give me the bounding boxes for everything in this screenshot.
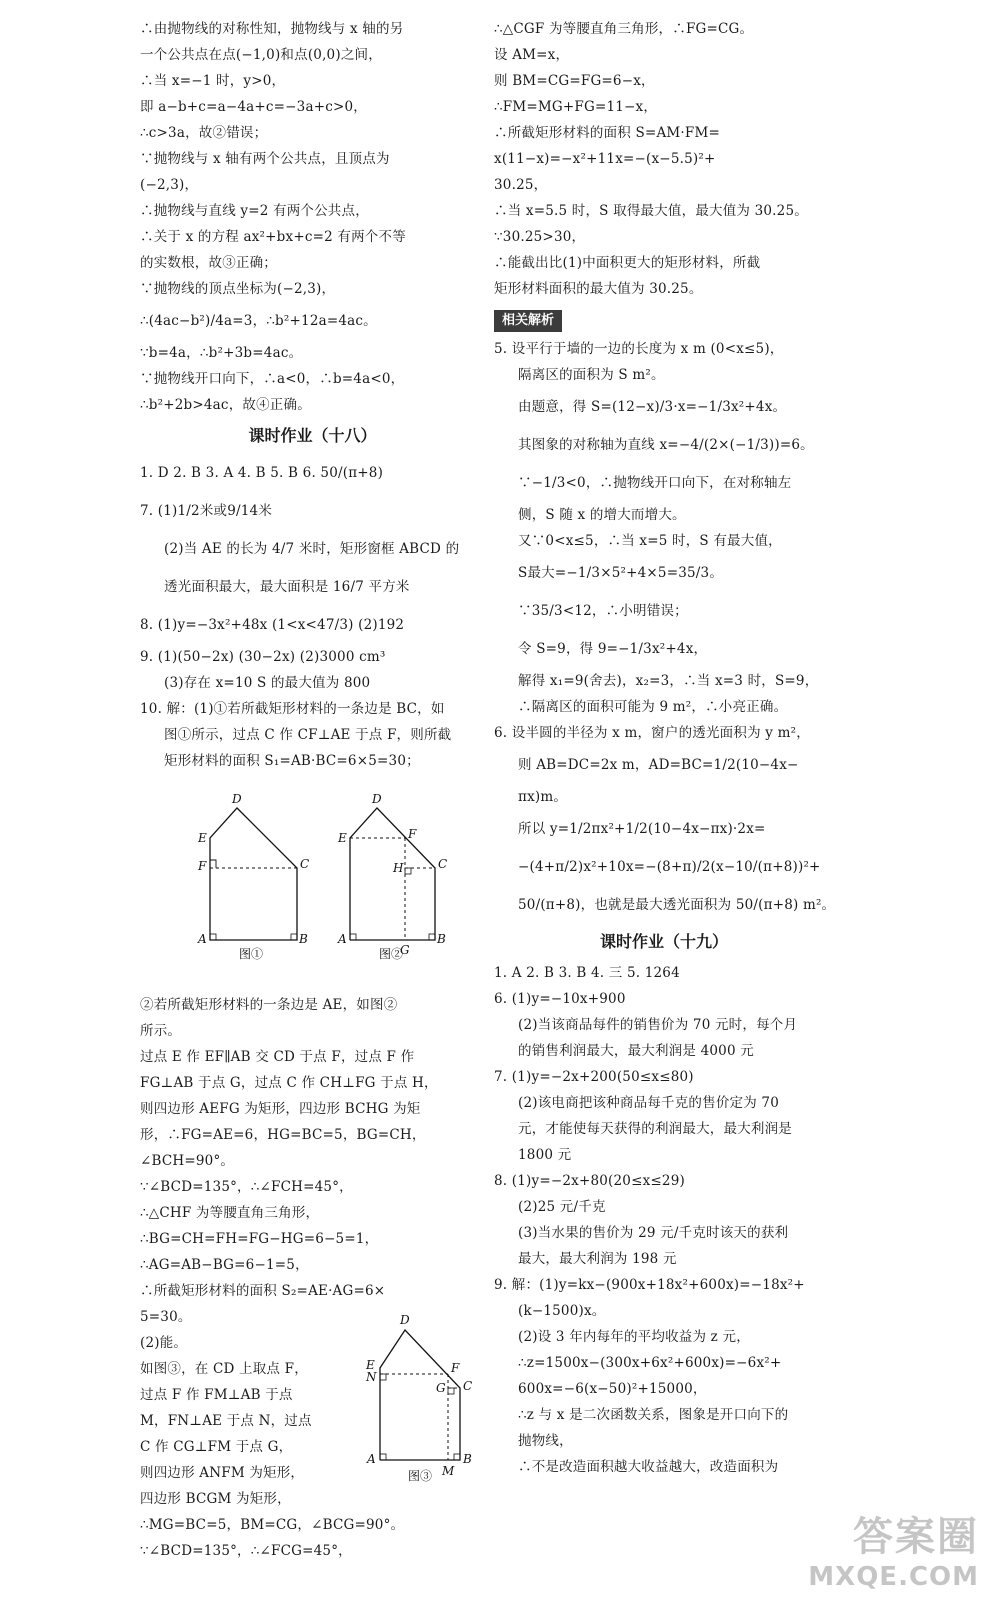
text-line: 1. D 2. B 3. A 4. B 5. B 6. 50/(π+8): [140, 465, 384, 481]
text-line: (2)该电商把该种商品每千克的售价定为 70: [518, 1095, 779, 1111]
text-line: ∵抛物线的顶点坐标为(−2,3)，: [140, 281, 336, 297]
text-line: 10. 解：(1)①若所截矩形材料的一条边是 BC，如: [140, 701, 445, 717]
text-line: 8. (1)y=−3x²+48x (1<x<47/3) (2)192: [140, 617, 405, 633]
fig1-label-D: D: [232, 792, 242, 806]
text-line: ∴能截出比(1)中面积更大的矩形材料，所截: [494, 255, 761, 271]
text-line: 9. 解：(1)y=kx−(900x+18x²+600x)=−18x²+: [494, 1277, 805, 1293]
fig3-label-F: F: [451, 1361, 460, 1375]
text-line: ∴z 与 x 是二次函数关系，图象是开口向下的: [518, 1407, 789, 1423]
fig3-label-G: G: [436, 1381, 446, 1395]
text-line: ∴△CHF 为等腰直角三角形，: [140, 1205, 320, 1221]
fig1-label-A: A: [198, 932, 207, 946]
section-title-18: 课时作业（十八）: [248, 426, 377, 445]
text-line: 600x=−6(x−50)²+15000，: [518, 1381, 707, 1397]
text-line: ∴抛物线与直线 y=2 有两个公共点，: [140, 203, 369, 219]
fig3-label-E: E: [366, 1358, 375, 1372]
text-line: (2)能。: [140, 1335, 188, 1351]
fig1-caption: 图①: [239, 947, 264, 961]
fig2-label-C: C: [438, 857, 448, 871]
text-line: 所示。: [140, 1023, 182, 1039]
right-column: [494, 16, 834, 1480]
text-line: 最大，最大利润为 198 元: [518, 1251, 677, 1267]
fig2-caption: 图②: [379, 947, 404, 961]
fig1-label-F: F: [198, 859, 207, 873]
text-line: 形，∴FG=AE=6，HG=BC=5，BG=CH，: [140, 1127, 426, 1143]
text-line: ∴△CGF 为等腰直角三角形，∴FG=CG。: [494, 21, 754, 37]
related-analysis-tag: 相关解析: [494, 310, 562, 332]
text-line: ②若所截矩形材料的一条边是 AE，如图②: [140, 997, 398, 1013]
text-line: 四边形 BCGM 为矩形，: [140, 1491, 291, 1507]
text-line: ∴c>3a，故②错误；: [140, 125, 268, 141]
text-line: 矩形材料面积的最大值为 30.25。: [494, 281, 703, 297]
fig2-label-B: B: [437, 932, 446, 946]
watermark-logo-text: 答案圈: [853, 1514, 979, 1560]
text-line: ∵35/3<12，∴小明错误；: [518, 603, 688, 619]
text-line: (2)设 3 年内每年的平均收益为 z 元，: [518, 1329, 750, 1345]
text-line: 的销售利润最大，最大利润是 4000 元: [518, 1043, 754, 1059]
left-solution-continued: [140, 16, 485, 418]
text-line: 即 a−b+c=a−4a+c=−3a+c>0，: [140, 99, 367, 115]
text-line: ∵∠BCD=135°，∴∠FCH=45°，: [140, 1179, 353, 1195]
text-line: 则 BM=CG=FG=6−x，: [494, 73, 655, 89]
text-line: ∴(4ac−b²)/4a=3，∴b²+12a=4ac。: [140, 313, 377, 329]
text-line: πx)m。: [518, 789, 568, 805]
fig3-label-B: B: [463, 1452, 472, 1466]
figure-1: [192, 790, 312, 962]
text-line: 50/(π+8)，也就是最大透光面积为 50/(π+8) m²。: [518, 897, 836, 913]
text-line: 6. (1)y=−10x+900: [494, 991, 626, 1007]
related-analysis: [494, 336, 834, 924]
text-line: 过点 F 作 FM⊥AB 于点: [140, 1387, 293, 1403]
text-line: 6. 设半圆的半径为 x m，窗户的透光面积为 y m²，: [494, 725, 810, 741]
text-line: 矩形材料的面积 S₁=AB·BC=6×5=30；: [164, 753, 420, 769]
text-line: (2)25 元/千克: [518, 1199, 606, 1215]
text-line: ∴AG=AB−BG=6−1=5，: [140, 1257, 309, 1273]
fig2-label-D: D: [372, 792, 382, 806]
text-line: (3)存在 x=10 S 的最大值为 800: [164, 675, 371, 691]
text-line: 9. (1)(50−2x) (30−2x) (2)3000 cm³: [140, 649, 386, 665]
text-line: ∴不是改造面积越大收益越大，改造面积为: [518, 1459, 779, 1475]
text-line: ∵抛物线开口向下，∴a<0，∴b=4a<0，: [140, 371, 405, 387]
text-line: ∴隔离区的面积可能为 9 m²，∴小亮正确。: [518, 699, 788, 715]
text-line: 5. 设平行于墙的一边的长度为 x m (0<x≤5)，: [494, 341, 784, 357]
fig3-label-M: M: [442, 1464, 455, 1478]
text-line: 侧，S 随 x 的增大而增大。: [518, 507, 686, 523]
text-line: 5=30。: [140, 1309, 192, 1325]
text-line: ∵抛物线与 x 轴有两个公共点，且顶点为: [140, 151, 390, 167]
text-line: (2)当 AE 的长为 4/7 米时，矩形窗框 ABCD 的: [164, 541, 460, 557]
text-line: ∴BG=CH=FH=FG−HG=6−5=1，: [140, 1231, 379, 1247]
fig1-label-C: C: [300, 857, 310, 871]
solution-part-2: [140, 992, 485, 1330]
answers-section-18: [140, 454, 485, 774]
text-line: S最大=−1/3×5²+4×5=35/3。: [518, 565, 724, 581]
text-line: 7. (1)1/2米或9/14米: [140, 503, 273, 519]
answers-section-19: [494, 960, 834, 1480]
fig2-label-H: H: [393, 861, 404, 875]
text-line: ∴当 x=−1 时，y>0，: [140, 73, 286, 89]
text-line: 设 AM=x，: [494, 47, 570, 63]
figure-2: [335, 790, 460, 962]
text-line: 又∵0<x≤5，∴当 x=5 时，S 有最大值，: [518, 533, 782, 549]
text-line: −(4+π/2)x²+10x=−(8+π)/2(x−10/(π+8))²+: [518, 859, 821, 875]
text-line: 如图③，在 CD 上取点 F，: [140, 1361, 308, 1377]
text-line: 1800 元: [518, 1147, 572, 1163]
text-line: ∴当 x=5.5 时，S 取得最大值，最大值为 30.25。: [494, 203, 808, 219]
fig2-label-E: E: [338, 831, 347, 845]
watermark: [808, 1505, 979, 1592]
text-line: M，FN⊥AE 于点 N，过点: [140, 1413, 312, 1429]
text-line: ∴FM=MG+FG=11−x，: [494, 99, 658, 115]
fig1-label-B: B: [299, 932, 308, 946]
text-line: ∴z=1500x−(300x+6x²+600x)=−6x²+: [518, 1355, 782, 1371]
text-line: 1. A 2. B 3. B 4. 三 5. 1264: [494, 965, 680, 981]
text-line: 过点 E 作 EF∥AB 交 CD 于点 F，过点 F 作: [140, 1049, 415, 1065]
fig2-label-G: G: [400, 943, 410, 957]
text-line: ∵−1/3<0，∴抛物线开口向下，在对称轴左: [518, 475, 792, 491]
text-line: 所以 y=1/2πx²+1/2(10−4x−πx)·2x=: [518, 821, 766, 837]
fig2-label-F: F: [408, 827, 417, 841]
text-line: 其图象的对称轴为直线 x=−4/(2×(−1/3))=6。: [518, 437, 814, 453]
text-line: ∵b=4a，∴b²+3b=4ac。: [140, 345, 303, 361]
fig3-caption: 图③: [408, 1469, 433, 1483]
text-line: ∴所截矩形材料的面积 S=AM·FM=: [494, 125, 721, 141]
fig3-label-C: C: [463, 1379, 473, 1393]
text-line: 7. (1)y=−2x+200(50≤x≤80): [494, 1069, 694, 1085]
text-line: 的实数根，故③正确；: [140, 255, 277, 271]
section-title-19: 课时作业（十九）: [599, 932, 728, 951]
fig1-label-E: E: [198, 831, 207, 845]
text-line: 则 AB=DC=2x m，AD=BC=1/2(10−4x−: [518, 757, 799, 773]
text-line: (k−1500)x。: [518, 1303, 606, 1319]
text-line: (3)当水果的售价为 29 元/千克时该天的获利: [518, 1225, 789, 1241]
text-line: ∴所截矩形材料的面积 S₂=AE·AG=6×: [140, 1283, 386, 1299]
text-line: (−2,3)，: [140, 177, 199, 193]
text-line: 30.25，: [494, 177, 548, 193]
text-line: FG⊥AB 于点 G，过点 C 作 CH⊥FG 于点 H，: [140, 1075, 438, 1091]
text-line: 8. (1)y=−2x+80(20≤x≤29): [494, 1173, 685, 1189]
text-line: 由题意，得 S=(12−x)/3·x=−1/3x²+4x。: [518, 399, 787, 415]
text-line: ∴MG=BC=5，BM=CG，∠BCG=90°。: [140, 1517, 405, 1533]
text-line: 解得 x₁=9(舍去)，x₂=3，∴当 x=3 时，S=9，: [518, 673, 819, 689]
text-line: 令 S=9，得 9=−1/3x²+4x，: [518, 641, 708, 657]
text-line: 图①所示，过点 C 作 CF⊥AE 于点 F，则所截: [164, 727, 452, 743]
solution-part-3: [140, 1330, 405, 1564]
right-solution-continued: [494, 16, 834, 302]
text-line: 一个公共点在点(−1,0)和点(0,0)之间，: [140, 47, 382, 63]
text-line: ∴b²+2b>4ac，故④正确。: [140, 397, 311, 413]
text-line: ∴由抛物线的对称性知，抛物线与 x 轴的另: [140, 21, 404, 37]
text-line: 元，才能使每天获得的利润最大，最大利润是: [518, 1121, 792, 1137]
fig3-label-D: D: [400, 1313, 410, 1327]
watermark-url: MXQE.COM: [808, 1562, 979, 1592]
text-line: ∵∠BCD=135°，∴∠FCG=45°，: [140, 1543, 352, 1559]
text-line: ∠BCH=90°。: [140, 1153, 235, 1169]
text-line: x(11−x)=−x²+11x=−(x−5.5)²+: [494, 151, 716, 167]
text-line: 隔离区的面积为 S m²。: [518, 367, 665, 383]
figure-3: [360, 1310, 480, 1485]
text-line: (2)当该商品每件的销售价为 70 元时，每个月: [518, 1017, 798, 1033]
text-line: C 作 CG⊥FM 于点 G，: [140, 1439, 293, 1455]
fig3-label-N: N: [366, 1370, 377, 1384]
fig2-label-A: A: [338, 932, 347, 946]
fig3-label-A: A: [367, 1452, 376, 1466]
text-line: 则四边形 ANFM 为矩形，: [140, 1465, 305, 1481]
text-line: ∵30.25>30，: [494, 229, 586, 245]
text-line: 抛物线，: [518, 1433, 573, 1449]
text-line: ∴关于 x 的方程 ax²+bx+c=2 有两个不等: [140, 229, 406, 245]
text-line: 透光面积最大，最大面积是 16/7 平方米: [164, 579, 410, 595]
text-line: 则四边形 AEFG 为矩形，四边形 BCHG 为矩: [140, 1101, 421, 1117]
